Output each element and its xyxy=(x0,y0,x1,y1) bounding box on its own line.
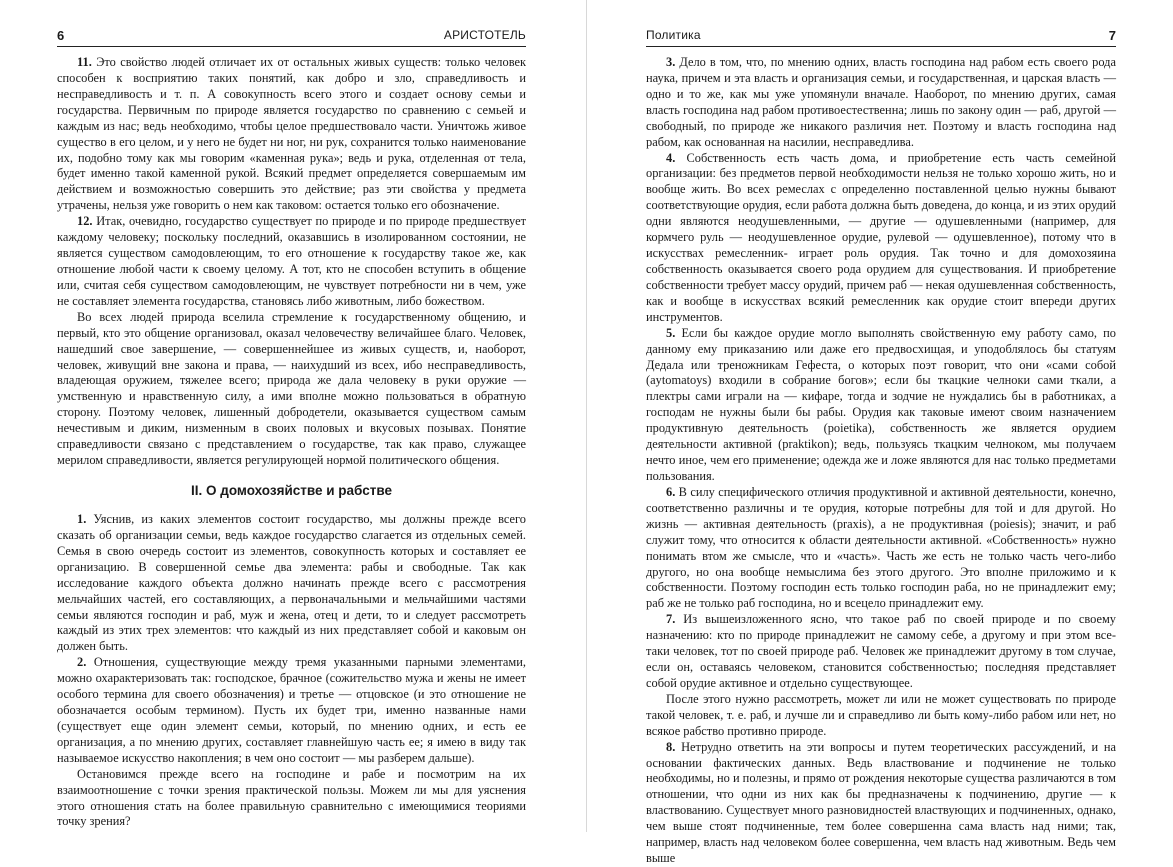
paragraph-number: 11. xyxy=(77,55,92,69)
page-number: 7 xyxy=(1108,28,1116,43)
section-title: II. О домохозяйстве и рабстве xyxy=(191,482,392,498)
paragraph-number: 4. xyxy=(666,150,676,165)
paragraph-number: 7. xyxy=(666,612,676,627)
paragraph-number: 12. xyxy=(77,214,93,229)
paragraph-text: Уяснив, из каких элементов состоит государство, мы должны прежде всего сказать об организации семьи, ведь каждое государство слагается из отдельных семей. Семья в свою очередь состоит из элементов, совокупность которых и составляет ее организацию. В совершенной семье два элемента: рабы и свободные. Так как исследование каждого объекта должно начинать прежде всего с рассмотрения мельчайших частей, его составляющих, а первоначальными и мельчайшими частями семьи являются господин и раб, муж и жена, отец и дети, то и следует рассмотреть каждый из этих трех элементов: что каждый из них представляет собой и каковым он должен быть. xyxy=(57,511,526,654)
left-page-body xyxy=(57,55,526,830)
paragraph-text: Во всех людей природа вселила стремление к государственному общению, и первый, кто это общение организовал, оказал человечеству величайшее благо. Человек, нашедший свое завершение, — совершеннейшее из живых существ, и, наоборот, человек, живущий вне закона и права, — наихудший из всех, ибо несправедливость, владеющая оружием, тяжелее всего; природа же дала человеку в руки оружие — умственную и нравственную силу, а ими вполне можно пользоваться в обратную сторону. Поэтому человек, лишенный добродетели, оказывается существом самым нечестивым и диким, низменным в своих половых и вкусовых позывах. Понятие справедливости связано с представлением о государстве, так как право, служащее мерилом справедливости, является регулирующей нормой политического общения. xyxy=(57,309,526,468)
paragraph-text: Отношения, существующие между тремя указанными парными элементами, можно охарактеризовать так: господское, брачное (сожительство мужа и жены не имеет особого термина для своего обозначения) и третье — отцовское (и это отношение не обозначается особым термином). Пусть их будет три, именно названные нами (существует еще один элемент семьи, который, по мнению одних, и есть ее организация, а по мнению других, составляет главнейшую часть ее; я имею в виду так называемое искусство накопления; в чем оно состоит — мы разберем дальше). xyxy=(57,655,526,765)
paragraph-text: Дело в том, что, по мнению одних, власть господина над рабом есть своего рода наука, причем и эта власть и организация семьи, и государственная, и царская власть — одно и то же, как мы уже упомянули вначале. Наоборот, по мнению других, самая власть господина над рабом противоестественна; лишь по закону один — раб, другой — свободный, по природе же никакого различия нет. Поэтому и власть господина над рабом, как основанная на насилии, несправедлива. xyxy=(646,55,1116,149)
paragraph-text: После этого нужно рассмотреть, может ли или не может существовать по природе такой человек, т. е. раб, и лучше ли и справедливо ли быть кому-либо рабом или нет, но всякое рабство противно природе. xyxy=(646,691,1116,738)
left-page xyxy=(57,0,526,832)
paragraph-number: 2. xyxy=(77,655,87,670)
page-number: 6 xyxy=(57,28,65,43)
paragraph xyxy=(646,485,1116,612)
paragraph xyxy=(646,612,1116,692)
paragraph xyxy=(646,692,1116,740)
paragraph xyxy=(646,326,1116,485)
paragraph xyxy=(57,55,526,214)
paragraph xyxy=(57,767,526,831)
paragraph-text: Нетрудно ответить на эти вопросы и путем теоретических рассуждений, и на основании фактических данных. Ведь властвование и подчинение не только необходимы, но и полезны, и прямо от рождения некоторые существа различаются в том отношении, что одни из них как бы предназначены к подчинению, другие — к властвованию. Существует много разновидностей властвующих и подчиненных, однако, чем выше стоят подчиненные, тем более совершенна сама власть над ними; так, например, власть над человеком более совершенна, чем власть над животным. Ведь чем выше xyxy=(646,739,1116,866)
running-head: АРИСТОТЕЛЬ xyxy=(443,28,526,42)
paragraph-text: В силу специфического отличия продуктивной и активной деятельности, конечно, соответственно различны и те орудия, которые потребны для той и для другой. Но жизнь — активная деятельность (praxis), а не продуктивная (poiesis); значит, и раб служит тому, что относится к области деятельности активной. «Собственность» нужно понимать втом же смысле, что и «часть». Часть же есть не только часть чего-либо другого, но она вообще немыслима без этого другого. Это вполне приложимо и к собственности. Поэтому господин есть только господин раба, но не принадлежит ему; раб же не только раб господина, но и всецело принадлежит ему. xyxy=(646,484,1116,611)
paragraph-number: 5. xyxy=(666,325,676,340)
paragraph-number: 3. xyxy=(666,55,676,69)
paragraph-number: 1. xyxy=(77,511,87,526)
paragraph xyxy=(646,740,1116,867)
running-head: Политика xyxy=(646,28,701,42)
page-gutter xyxy=(586,0,587,832)
paragraph-text: Итак, очевидно, государство существует по природе и по природе предшествует каждому человеку; поскольку последний, оказавшись в изолированном состоянии, не является существом самодовлеющим, то его отношение к государству такое же, как отношение любой части к своему целому. А тот, кто не способен вступить в общение или, считая себя существом самодовлеющим, не чувствует потребности ни в чем, уже не составляет элемента государства, становясь либо животным, либо божеством. xyxy=(57,214,526,308)
paragraph xyxy=(57,512,526,655)
paragraph-text: Из вышеизложенного ясно, что такое раб по своей природе и по своему назначению: кто по природе принадлежит не самому себе, а другому и при этом все-таки человек, тот по своей природе раб. Человек же принадлежит другому в том случае, если он, оставаясь человеком, становится собственностью; последняя представляет собой орудие активное и отдельно существующее. xyxy=(646,612,1116,690)
paragraph-text: Остановимся прежде всего на господине и рабе и посмотрим на их взаимоотношение с точки зрения практической пользы. Можем ли мы для уяснения этого отношения стать на более правильную сравнительно с имеющимися теориями точку зрения? xyxy=(57,766,526,829)
paragraph xyxy=(646,151,1116,326)
paragraph xyxy=(57,310,526,469)
paragraph xyxy=(646,55,1116,151)
right-page-header xyxy=(646,28,1116,47)
paragraph xyxy=(57,214,526,310)
paragraph-text: Собственность есть часть дома, и приобретение есть часть семейной организации: без предметов первой необходимости нельзя не только хорошо жить, но и вообще жить. Во всех ремеслах с определенно поставленной целью нужны бывают соответствующие орудия, если работа должна быть доведена, до конца, и из этих орудий одни являются неодушевленными, — другие — одушевленными (например, для кормчего руль — неодушевленное орудие, рулевой — одушевленное), потому что в искусствах ремесленник- играет роль орудия. Так точно и для домохозяина собственность оказывается своего рода орудием для существования. И приобретение собственности требует массу орудий, причем раб — некая одушевленная собственность, как и вообще в искусствах всякий ремесленник как орудие стоит впереди других инструментов. xyxy=(646,150,1116,324)
right-page xyxy=(646,0,1116,866)
paragraph-text: Это свойство людей отличает их от остальных живых существ: только человек способен к восприятию таких понятий, как добро и зло, справедливость и несправедливость и т. п. А совокупность всего этого и создает основу семьи и государства. Первичным по природе является государство по сравнению с семьей и каждым из нас; ведь необходимо, чтобы целое предшествовало части. Уничтожь живое существо в его целом, и у него не будет ни ног, ни рук, сохранится только наименование их, подобно тому как мы говорим «каменная рука»; ведь и рука, отделенная от тела, будет именно такой каменной рукой. Всякий предмет определяется совершаемым им действием и возможностью совершить это действие; раз эти свойства у предмета утрачены, нельзя уже говорить о нем как таковом: остается только его обозначение. xyxy=(57,55,526,213)
right-page-body xyxy=(646,55,1116,867)
paragraph-number: 6. xyxy=(666,484,676,499)
paragraph-text: Если бы каждое орудие могло выполнять свойственную ему работу само, по данному ему приказанию или даже его предвосхищая, и уподоблялось бы статуям Дедала или треножникам Гефеста, о которых поэт говорит, что они «сами собой (aytomatoys) входили в собрание богов»; если бы ткацкие челноки сами ткали, а плектры сами играли на — кифаре, тогда и зодчие не нуждались бы в работниках, а господам не нужны были бы рабы. Орудия как таковые имеют своим назначением продуктивную деятельность (poietika), собственность же является орудием деятельности активной (praktikon); ведь, пользуясь ткацким челноком, мы получаем нечто иное, чем его применение; одежда же и ложе являются для нас только предметами пользования. xyxy=(646,325,1116,483)
paragraph-number: 8. xyxy=(666,739,676,754)
left-page-header xyxy=(57,28,526,47)
paragraph xyxy=(57,655,526,766)
